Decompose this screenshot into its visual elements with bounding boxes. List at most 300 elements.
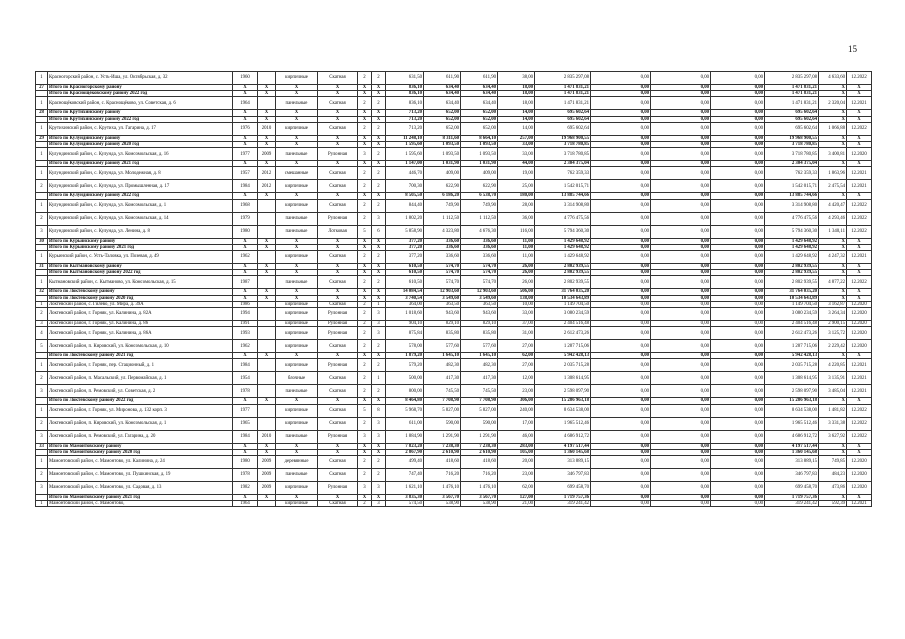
table-cell: 0,00 xyxy=(591,308,651,321)
table-cell: 0,00 xyxy=(711,97,765,110)
table-cell: X xyxy=(233,443,258,449)
table-cell: 3 xyxy=(372,482,386,495)
table-cell: 0,00 xyxy=(591,180,651,193)
table-cell: X xyxy=(372,193,386,199)
table-cell: X xyxy=(276,443,318,449)
table-cell: X xyxy=(358,295,372,301)
table-cell: X xyxy=(372,264,386,270)
table-cell: 1 965 512,46 xyxy=(765,417,819,430)
table-cell: 1 360 145,68 xyxy=(535,449,591,455)
table-cell: 2 xyxy=(372,72,386,85)
table-cell: 5 942 428,13 xyxy=(535,353,591,359)
table-cell: 1 093,50 xyxy=(461,148,498,161)
table-cell: 1954 xyxy=(233,372,258,385)
table-cell: 652,00 xyxy=(424,110,461,116)
table-cell: X xyxy=(847,449,872,455)
table-cell: 943,60 xyxy=(461,308,498,321)
table-cell: Кулундинский район, с. Кулунда, ул. Промышленная, д. 17 xyxy=(48,180,233,193)
table-cell: 12.2020 xyxy=(847,327,872,340)
table-cell: 836,10 xyxy=(386,85,424,91)
table-cell: 0,00 xyxy=(711,301,765,307)
table-cell: 1976 xyxy=(233,122,258,135)
table-cell: 12.2022 xyxy=(847,430,872,443)
table-cell: 1 291,90 xyxy=(461,430,498,443)
table-cell: 0,00 xyxy=(711,180,765,193)
table-cell: 363,50 xyxy=(461,301,498,307)
table-cell: 2 xyxy=(372,276,386,289)
table-cell: 12.2021 xyxy=(847,501,872,507)
table-cell: 749,90 xyxy=(424,199,461,212)
table-cell: 38,00 xyxy=(498,72,535,85)
table-cell: 2 475,54 xyxy=(819,180,847,193)
table-cell: 0,00 xyxy=(711,495,765,501)
table-cell: Итого по Мамонтовскому району 2020 год xyxy=(48,449,233,455)
table-cell: X xyxy=(276,264,318,270)
table-cell: X xyxy=(847,85,872,91)
table-cell: 652,00 xyxy=(461,110,498,116)
table-cell: 31 764 035,20 xyxy=(765,289,819,295)
table-cell: 1980 xyxy=(233,456,258,469)
table-cell: 1 595,60 xyxy=(386,148,424,161)
table-cell: 6 538,70 xyxy=(461,193,498,199)
table-cell: 1 884,90 xyxy=(386,430,424,443)
table-cell: 21,00 xyxy=(498,501,535,507)
table-cell: X xyxy=(318,85,358,91)
table-cell: 590,00 xyxy=(461,417,498,430)
table-cell: Итого по Курьинскому району 2021 год xyxy=(48,244,233,250)
table-cell: 0,00 xyxy=(591,353,651,359)
table-cell: Кулундинский район, с. Кулунда, ул. Ленина, д. 8 xyxy=(48,225,233,238)
table-cell: Рулонная xyxy=(318,148,358,161)
table-cell: X xyxy=(318,135,358,141)
table-cell: 716,20 xyxy=(424,469,461,482)
table-cell: 6 186,20 xyxy=(424,193,461,199)
table-cell: 1 287 715,06 xyxy=(535,340,591,353)
table-cell: 1 429 648,92 xyxy=(765,238,819,244)
table-cell: 473,86 xyxy=(819,482,847,495)
table-cell: 2 598 097,90 xyxy=(765,385,819,398)
table-cell: 574,50 xyxy=(386,501,424,507)
table-row xyxy=(36,417,872,430)
table-cell: 2 035 715,28 xyxy=(535,359,591,372)
table-cell: 127,00 xyxy=(498,495,535,501)
table-cell: 15 286 963,18 xyxy=(535,398,591,404)
table-cell: X xyxy=(318,449,358,455)
table-cell: 0,00 xyxy=(591,449,651,455)
table-cell: X xyxy=(233,116,258,122)
table-cell: 0,00 xyxy=(651,359,711,372)
table-cell: 2 xyxy=(36,212,48,225)
table-cell: 5 794 360,30 xyxy=(765,225,819,238)
table-cell: 611,90 xyxy=(461,72,498,85)
table-cell: 1964 xyxy=(233,97,258,110)
table-cell: 62,00 xyxy=(498,482,535,495)
table-cell: 0,00 xyxy=(591,495,651,501)
table-cell: 1979 xyxy=(233,212,258,225)
table-cell: 5 794 360,30 xyxy=(535,225,591,238)
table-cell: 12.2021 xyxy=(847,385,872,398)
table-cell: Итого по Кулундинскому району 2020 год xyxy=(48,142,233,148)
table-cell: 3 400,81 xyxy=(819,148,847,161)
table-cell: Скатная xyxy=(318,404,358,417)
table-cell: X xyxy=(258,193,276,199)
table-cell: Скатная xyxy=(318,72,358,85)
table-cell: 0,00 xyxy=(651,161,711,167)
table-cell: X xyxy=(258,161,276,167)
table-cell: 3 718 780,85 xyxy=(765,148,819,161)
table-cell: 0,00 xyxy=(651,122,711,135)
table-cell: 0,00 xyxy=(591,301,651,307)
table-cell: X xyxy=(318,91,358,97)
table-cell: X xyxy=(233,142,258,148)
table-cell: 2 612 473,26 xyxy=(765,327,819,340)
table-cell: 0,00 xyxy=(591,97,651,110)
table-cell: 3 125,72 xyxy=(819,327,847,340)
table-cell: 574,70 xyxy=(424,270,461,276)
table-cell: 4 686 912,72 xyxy=(765,430,819,443)
table-cell: 3 xyxy=(372,417,386,430)
table-cell: 699 458,70 xyxy=(535,482,591,495)
table-cell: 0,00 xyxy=(591,295,651,301)
table-cell: 499,40 xyxy=(386,456,424,469)
table-cell: X xyxy=(819,289,847,295)
table-cell: X xyxy=(233,244,258,250)
table-cell: Рулонная xyxy=(318,308,358,321)
table-cell: X xyxy=(358,110,372,116)
table-cell: 0,00 xyxy=(711,340,765,353)
table-cell: 23,00 xyxy=(498,469,535,482)
table-cell: 29 xyxy=(36,135,48,141)
table-cell: 0,00 xyxy=(591,212,651,225)
table-row xyxy=(36,501,872,507)
table-cell: 2 835 297,08 xyxy=(765,72,819,85)
table-cell: 2 320,04 xyxy=(819,97,847,110)
table-cell: блочные xyxy=(276,372,318,385)
table-cell: 418,60 xyxy=(461,456,498,469)
table-cell: 1 621,10 xyxy=(386,482,424,495)
table-cell: 2 xyxy=(358,501,372,507)
table-cell: 0,00 xyxy=(591,244,651,250)
table-cell: 3 xyxy=(358,148,372,161)
table-cell: Локтевский район, г. Горняк, ул. Калинина, д. 82А xyxy=(48,308,233,321)
table-cell: 622,90 xyxy=(424,180,461,193)
table-cell: Итого по Мамонтовскому району 2021 год xyxy=(48,495,233,501)
table-cell: X xyxy=(276,289,318,295)
table-cell: 0,00 xyxy=(591,193,651,199)
table-cell xyxy=(258,97,276,110)
table-cell: 0,00 xyxy=(651,353,711,359)
table-cell: X xyxy=(372,443,386,449)
table-cell: 319 241,42 xyxy=(765,501,819,507)
table-cell: X xyxy=(372,353,386,359)
table-cell: 577,60 xyxy=(461,340,498,353)
table-cell: X xyxy=(233,110,258,116)
table-cell: Скатная xyxy=(318,199,358,212)
table-cell: X xyxy=(276,449,318,455)
table-cell: 0,00 xyxy=(591,135,651,141)
table-cell: 377,20 xyxy=(386,238,424,244)
table-cell: 835,80 xyxy=(461,327,498,340)
table-cell: 4 247,32 xyxy=(819,251,847,264)
table-cell: 0,00 xyxy=(651,404,711,417)
table-cell: 1 471 831,21 xyxy=(535,97,591,110)
table-row xyxy=(36,122,872,135)
table-cell: 2 035 715,28 xyxy=(765,359,819,372)
table-cell: 3 314 908,80 xyxy=(765,199,819,212)
table-cell: 634,40 xyxy=(424,85,461,91)
table-cell: X xyxy=(819,495,847,501)
table-cell: 1 429 648,92 xyxy=(535,238,591,244)
table-cell: 18,00 xyxy=(498,85,535,91)
table-cell: 13 885 744,66 xyxy=(535,193,591,199)
table-cell: 12.2020 xyxy=(847,308,872,321)
table-cell: 2 802 939,55 xyxy=(765,270,819,276)
table-cell: 0,00 xyxy=(711,372,765,385)
table-cell: X xyxy=(276,116,318,122)
table-cell: 14,00 xyxy=(498,116,535,122)
table-cell: Локтевский район, г. Горняк, пер. Стационный, д. 1 xyxy=(48,359,233,372)
table-cell: 7 708,90 xyxy=(461,398,498,404)
table-cell: X xyxy=(258,110,276,116)
table-cell: 0,00 xyxy=(651,142,711,148)
table-cell: 634,40 xyxy=(461,97,498,110)
table-cell: 0,00 xyxy=(651,469,711,482)
table-cell: 138,00 xyxy=(498,295,535,301)
table-cell: 4 420,47 xyxy=(819,199,847,212)
table-cell: 1964 xyxy=(233,501,258,507)
table-cell: 0,00 xyxy=(711,122,765,135)
table-cell: 1 645,10 xyxy=(424,353,461,359)
table-cell: X xyxy=(372,289,386,295)
table-cell: 0,00 xyxy=(711,251,765,264)
table-cell: 19 968 900,55 xyxy=(535,135,591,141)
table-cell: 7 238,30 xyxy=(424,443,461,449)
table-cell: 0,00 xyxy=(711,430,765,443)
table-cell: 3 xyxy=(36,321,48,327)
table-cell: 1 471 831,21 xyxy=(535,85,591,91)
table-cell: 3 xyxy=(372,308,386,321)
table-cell: 0,00 xyxy=(591,404,651,417)
table-cell: Локтевский район, с. Гилево, ул. Мира, д. 39А xyxy=(48,301,233,307)
table-cell: 3 135,91 xyxy=(819,372,847,385)
table-cell: 1 542 015,71 xyxy=(765,180,819,193)
table-cell: 5 xyxy=(358,404,372,417)
table-cell: 0,00 xyxy=(711,135,765,141)
table-cell: 3 xyxy=(358,430,372,443)
table-cell: Курьинский район, с. Усть-Таловка, ул. Позевая, д. 49 xyxy=(48,251,233,264)
table-cell: кирпичные xyxy=(276,199,318,212)
table-cell: 716,20 xyxy=(461,469,498,482)
table-cell: 18,00 xyxy=(498,97,535,110)
table-cell: 2 xyxy=(358,372,372,385)
table-cell: 363,50 xyxy=(424,301,461,307)
table-cell: 3 xyxy=(372,501,386,507)
table-cell xyxy=(258,251,276,264)
table-cell: X xyxy=(358,161,372,167)
table-cell: 1 018,60 xyxy=(386,308,424,321)
table-cell: X xyxy=(258,116,276,122)
table-cell: 12,00 xyxy=(498,372,535,385)
table-cell: 713,20 xyxy=(386,122,424,135)
table-cell: 3 331,38 xyxy=(819,417,847,430)
table-cell: 1 340,11 xyxy=(819,225,847,238)
table-row xyxy=(36,327,872,340)
table-cell: X xyxy=(233,85,258,91)
table-cell: Итого по Кытмановскому району xyxy=(48,264,233,270)
table-cell: 0,00 xyxy=(711,199,765,212)
table-cell xyxy=(258,276,276,289)
table-cell: 417,30 xyxy=(424,372,461,385)
table-cell: Локтевский район, г. Горняк, ул. Миронова, д. 132 корп. 3 xyxy=(48,404,233,417)
table-cell: 0,00 xyxy=(591,276,651,289)
table-cell: кирпичные xyxy=(276,404,318,417)
table-cell: 1 287 715,06 xyxy=(765,340,819,353)
table-cell: 695 602,64 xyxy=(765,122,819,135)
table-cell: 1977 xyxy=(233,404,258,417)
table-cell: Локтевский район, п. Кировский, ул. Комсомольская, д. 1 xyxy=(48,417,233,430)
table-cell: X xyxy=(358,353,372,359)
table-cell: 0,00 xyxy=(711,148,765,161)
table-cell: 579,20 xyxy=(386,359,424,372)
table-cell: 2 xyxy=(358,308,372,321)
table-cell: Мамонтовский район, с. Мамонтово, ул. Садовая, д. 13 xyxy=(48,482,233,495)
table-cell: 0,00 xyxy=(651,135,711,141)
table-cell: 31 764 035,20 xyxy=(535,289,591,295)
table-cell: 11 248,10 xyxy=(386,135,424,141)
table-cell: 0,00 xyxy=(651,327,711,340)
table-cell: 10 534 643,89 xyxy=(535,295,591,301)
table-cell: 18,00 xyxy=(498,91,535,97)
table-cell: 1 xyxy=(36,456,48,469)
table-cell: X xyxy=(358,449,372,455)
table-cell: 0,00 xyxy=(651,430,711,443)
table-cell: 0,00 xyxy=(711,91,765,97)
table-cell: X xyxy=(318,353,358,359)
table-cell: 2 xyxy=(36,417,48,430)
table-cell xyxy=(258,340,276,353)
table-cell: 762 359,33 xyxy=(765,167,819,180)
table-cell: X xyxy=(318,443,358,449)
table-cell: 2 xyxy=(358,359,372,372)
table-cell: 23,00 xyxy=(498,385,535,398)
table-cell: Скатная xyxy=(318,417,358,430)
table-cell: 12.2022 xyxy=(847,212,872,225)
table-cell: 33,00 xyxy=(498,148,535,161)
table-cell: 12.2020 xyxy=(847,321,872,327)
table-cell: Крутихинский район, с. Крутиха, ул. Гагарина, д. 17 xyxy=(48,122,233,135)
table-cell: 2 404 516,48 xyxy=(765,321,819,327)
table-cell: 0,00 xyxy=(711,264,765,270)
table-cell: X xyxy=(258,135,276,141)
table-cell: X xyxy=(233,238,258,244)
table-cell: 836,10 xyxy=(386,91,424,97)
table-row xyxy=(36,469,872,482)
table-cell: X xyxy=(819,85,847,91)
table-cell: 1957 xyxy=(233,167,258,180)
table-cell: X xyxy=(276,91,318,97)
table-cell: 3 xyxy=(36,430,48,443)
table-cell: 574,70 xyxy=(461,276,498,289)
table-cell: 12.2020 xyxy=(847,469,872,482)
table-cell: 0,00 xyxy=(591,340,651,353)
table-cell: 240,00 xyxy=(498,404,535,417)
table-cell: 0,00 xyxy=(711,321,765,327)
table-cell: Итого по Кытмановскому району 2022 год xyxy=(48,270,233,276)
table-cell: Мамонтовский район, с. Мамонтово, xyxy=(48,501,233,507)
table-cell: 257,00 xyxy=(498,135,535,141)
table-cell: X xyxy=(258,495,276,501)
table-cell: Скатная xyxy=(318,385,358,398)
table-cell: 875,84 xyxy=(386,327,424,340)
table-cell: 0,00 xyxy=(711,161,765,167)
table-cell: 2 xyxy=(372,251,386,264)
table-cell: X xyxy=(819,353,847,359)
table-cell: 0,00 xyxy=(591,482,651,495)
table-cell: Итого по Красногорскому району xyxy=(48,85,233,91)
table-cell: 1 xyxy=(36,276,48,289)
table-cell: X xyxy=(276,353,318,359)
table-cell: X xyxy=(233,161,258,167)
table-cell: 634,40 xyxy=(461,85,498,91)
table-cell: X xyxy=(258,443,276,449)
table-cell: X xyxy=(318,495,358,501)
table-cell: 44,00 xyxy=(498,161,535,167)
table-cell: X xyxy=(276,295,318,301)
table-cell: X xyxy=(276,161,318,167)
table-cell: 1 471 831,21 xyxy=(535,91,591,97)
table-cell: X xyxy=(276,85,318,91)
table-cell: 31,00 xyxy=(498,327,535,340)
table-cell: деревянные xyxy=(276,456,318,469)
table-cell: X xyxy=(358,244,372,250)
table-cell: 1 031,90 xyxy=(424,161,461,167)
table-cell: 0,00 xyxy=(711,308,765,321)
table-cell: 0,00 xyxy=(711,116,765,122)
table-cell: 1 xyxy=(36,148,48,161)
table-cell: Кулундинский район, с. Кулунда, ул. Комсомольская, д. 14 xyxy=(48,212,233,225)
table-cell: 2 xyxy=(372,167,386,180)
table-cell: 2 xyxy=(358,301,372,307)
table-cell: 0,00 xyxy=(591,251,651,264)
table-row xyxy=(36,212,872,225)
table-cell: 4 293,46 xyxy=(819,212,847,225)
table-cell: X xyxy=(372,495,386,501)
table-cell: 0,00 xyxy=(651,289,711,295)
table-cell: 1978 xyxy=(233,469,258,482)
table-cell: 1968 xyxy=(233,199,258,212)
table-cell: 1 xyxy=(36,359,48,372)
table-cell: X xyxy=(358,91,372,97)
table-cell: 12.2021 xyxy=(847,167,872,180)
table-cell: 3 xyxy=(36,385,48,398)
table-cell: X xyxy=(847,289,872,295)
table-cell: 2 xyxy=(372,180,386,193)
table-cell: 0,00 xyxy=(651,244,711,250)
table-cell: 1 429 648,92 xyxy=(535,244,591,250)
table-cell: 0,00 xyxy=(591,238,651,244)
table-cell: 2 867,90 xyxy=(386,449,424,455)
table-cell: 0,00 xyxy=(591,72,651,85)
table-cell: X xyxy=(847,264,872,270)
table-cell: 5 968,70 xyxy=(386,404,424,417)
table-cell: 611,00 xyxy=(386,417,424,430)
table-cell: Скатная xyxy=(318,372,358,385)
table-cell: 14,00 xyxy=(498,122,535,135)
table-cell: 2 802 939,55 xyxy=(535,270,591,276)
table-cell: кирпичные xyxy=(276,482,318,495)
table-cell: 749,90 xyxy=(461,199,498,212)
table-cell: 0,00 xyxy=(651,110,711,116)
